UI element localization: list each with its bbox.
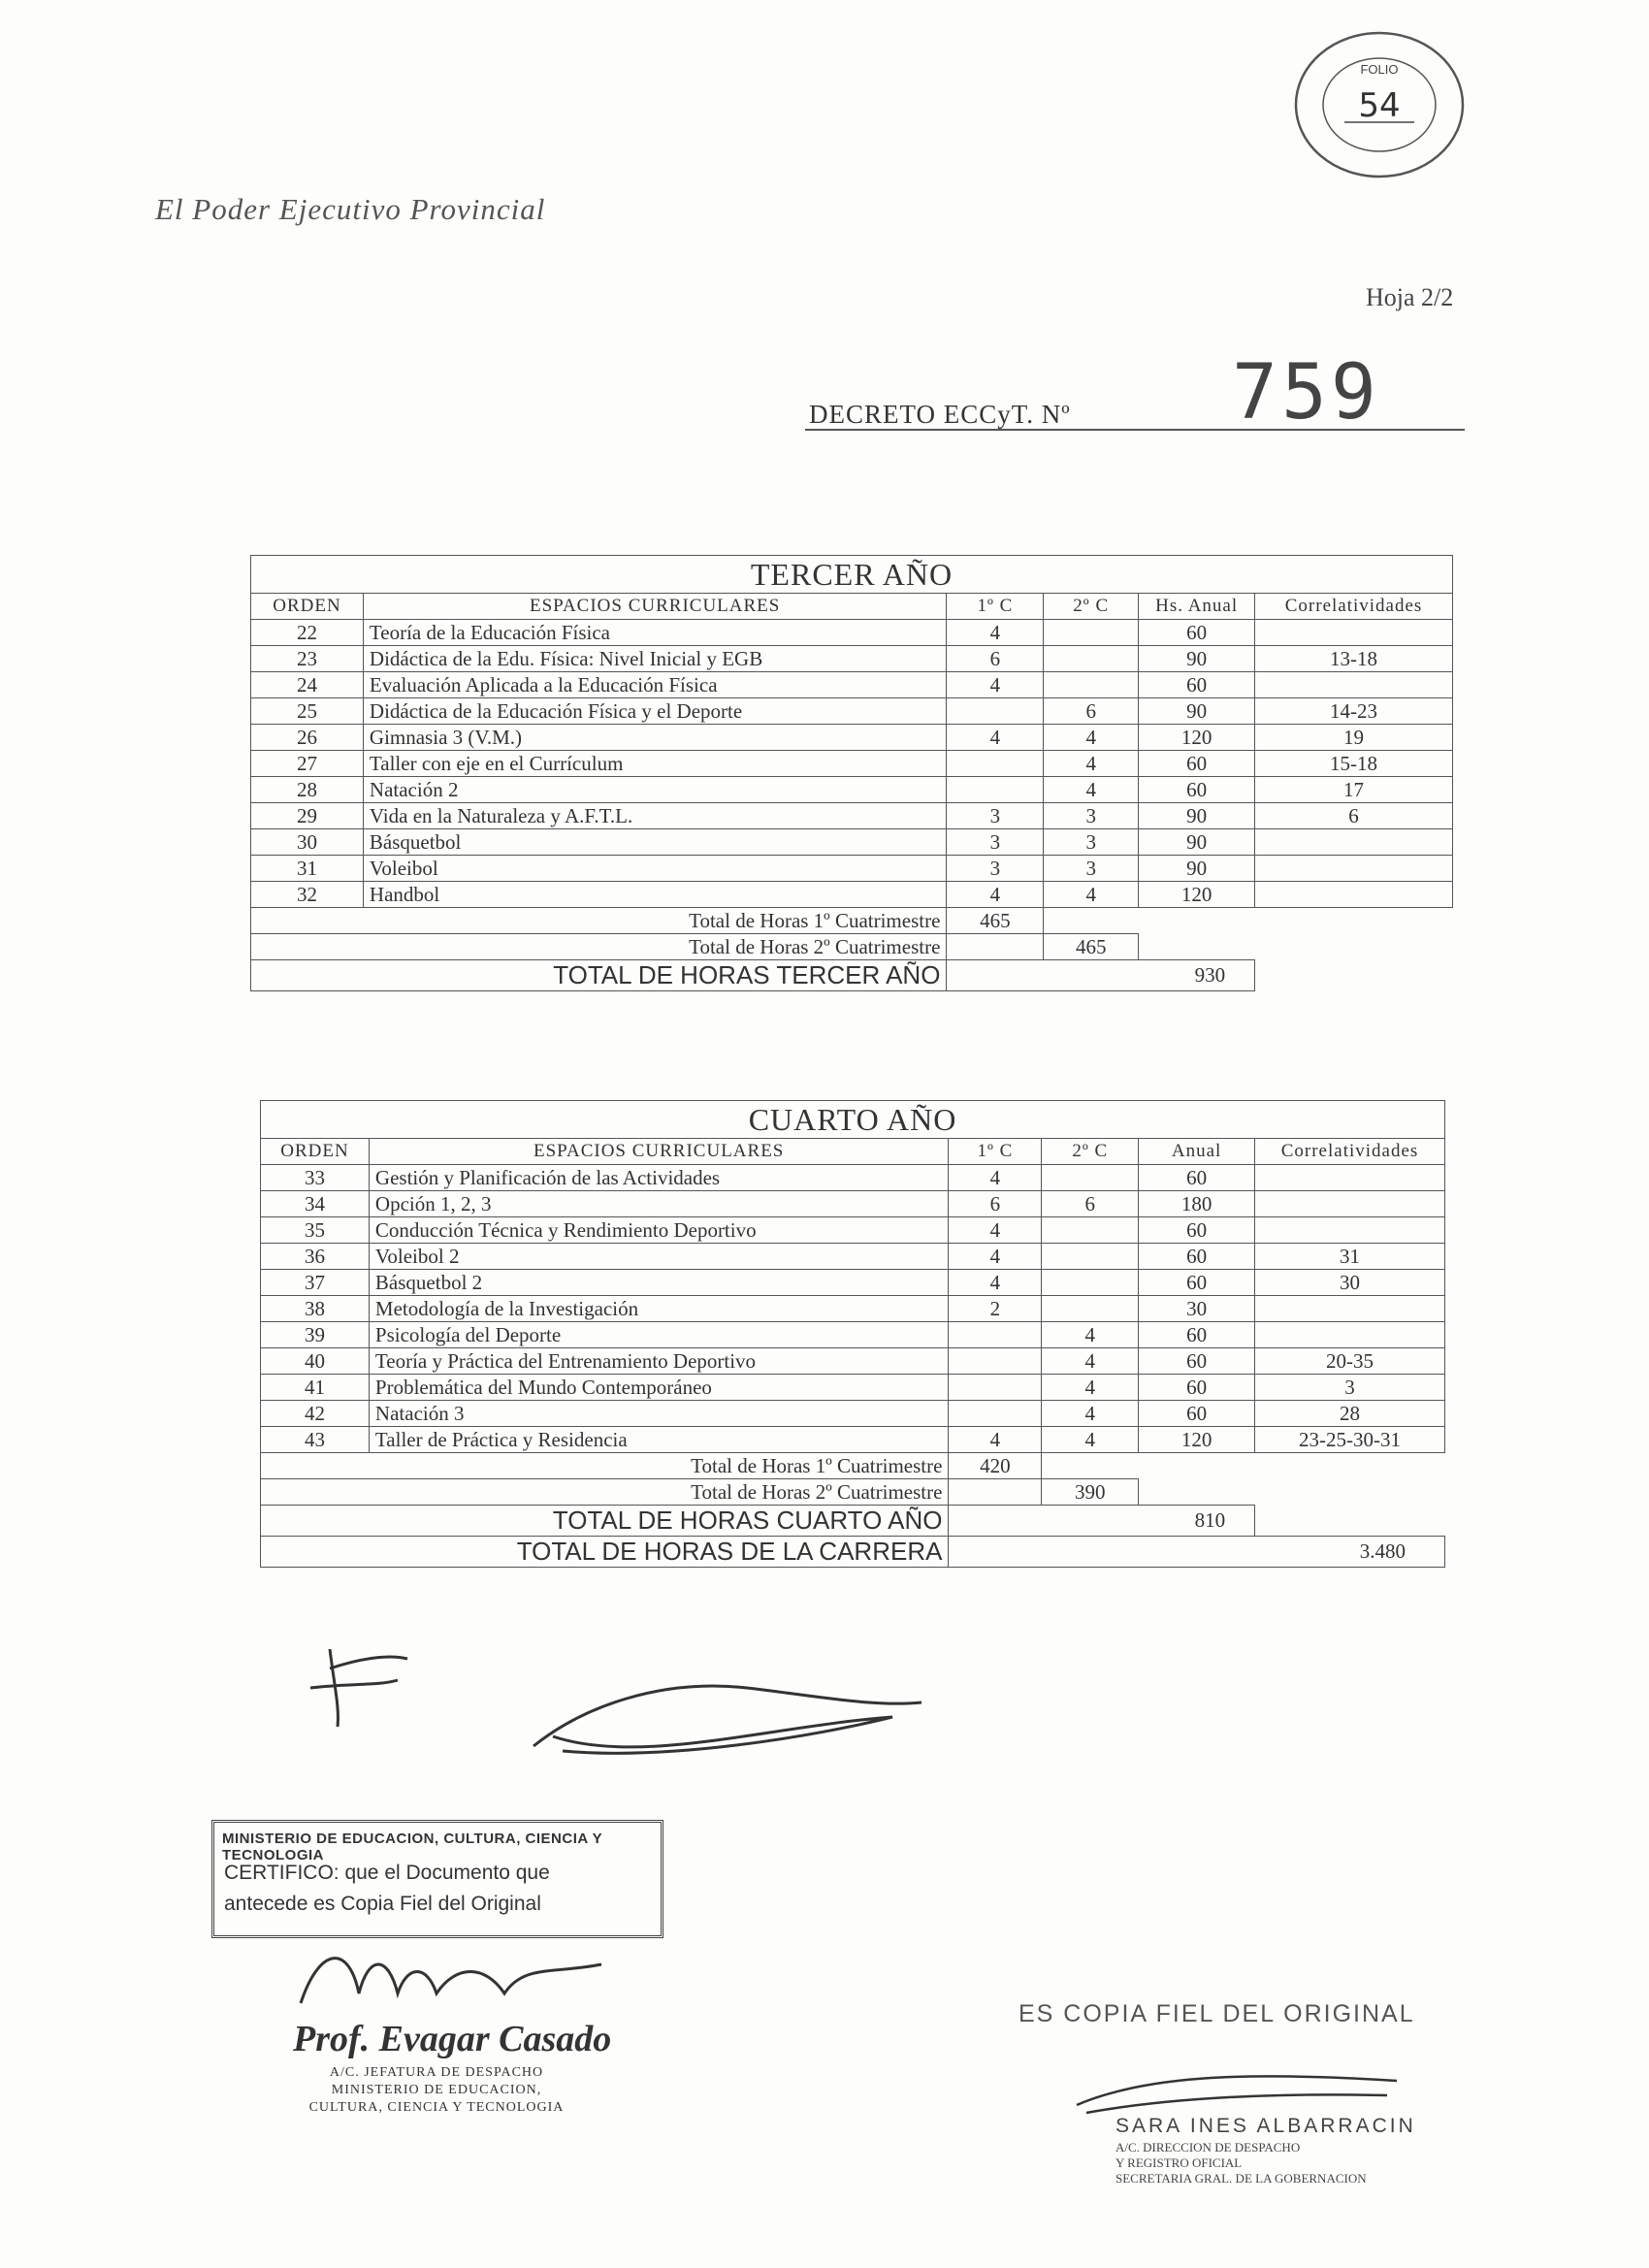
row-order: 25 xyxy=(251,698,364,725)
row-correlatives: 17 xyxy=(1255,777,1453,803)
row-annual-hours: 60 xyxy=(1139,1217,1255,1244)
decree-number: 759 xyxy=(1232,349,1380,437)
table-row xyxy=(251,856,1453,882)
row-order: 39 xyxy=(261,1322,370,1348)
row-second-term-hours: 4 xyxy=(1044,882,1139,908)
row-first-term-hours: 2 xyxy=(949,1296,1042,1322)
row-subject: Teoría y Práctica del Entrenamiento Deportivo xyxy=(369,1348,949,1375)
row-order: 23 xyxy=(251,646,364,672)
row-first-term-hours: 4 xyxy=(949,1165,1042,1191)
row-subject: Handbol xyxy=(363,882,947,908)
seal-number: 54 xyxy=(1358,86,1401,125)
column-header: 2º C xyxy=(1044,594,1139,620)
row-annual-hours: 60 xyxy=(1139,751,1255,777)
row-annual-hours: 90 xyxy=(1139,829,1255,856)
row-subject: Vida en la Naturaleza y A.F.T.L. xyxy=(363,803,947,829)
row-order: 34 xyxy=(261,1191,370,1217)
table-row xyxy=(251,751,1453,777)
row-second-term-hours xyxy=(1042,1296,1139,1322)
column-header: 1º C xyxy=(947,594,1044,620)
row-order: 37 xyxy=(261,1270,370,1296)
table-row xyxy=(261,1244,1445,1270)
row-second-term-hours: 4 xyxy=(1042,1322,1139,1348)
career-total-row: TOTAL DE HORAS DE LA CARRERA 3.480 xyxy=(261,1537,1445,1568)
table-row xyxy=(261,1322,1445,1348)
row-annual-hours: 60 xyxy=(1139,1165,1255,1191)
fourth-year-title: CUARTO AÑO xyxy=(261,1101,1445,1139)
row-order: 35 xyxy=(261,1217,370,1244)
table-row xyxy=(261,1165,1445,1191)
row-subject: Básquetbol 2 xyxy=(369,1270,949,1296)
row-subject: Evaluación Aplicada a la Educación Física xyxy=(363,672,947,698)
row-first-term-hours: 4 xyxy=(949,1270,1042,1296)
row-order: 26 xyxy=(251,725,364,751)
row-subject: Gimnasia 3 (V.M.) xyxy=(363,725,947,751)
row-annual-hours: 120 xyxy=(1139,882,1255,908)
decree-label: DECRETO ECCyT. Nº xyxy=(809,400,1071,429)
row-second-term-hours xyxy=(1044,646,1139,672)
table-row xyxy=(251,777,1453,803)
seal-label: FOLIO xyxy=(1360,62,1399,77)
row-annual-hours: 60 xyxy=(1139,777,1255,803)
row-annual-hours: 90 xyxy=(1139,698,1255,725)
third-year-table xyxy=(250,555,1453,991)
row-order: 22 xyxy=(251,620,364,646)
issuing-authority: El Poder Ejecutivo Provincial xyxy=(155,192,546,226)
row-subject: Didáctica de la Edu. Física: Nivel Inicial y EGB xyxy=(363,646,947,672)
row-first-term-hours: 3 xyxy=(947,829,1044,856)
table-row xyxy=(261,1217,1445,1244)
row-correlatives: 15-18 xyxy=(1255,751,1453,777)
row-annual-hours: 60 xyxy=(1139,1322,1255,1348)
row-second-term-hours: 6 xyxy=(1042,1191,1139,1217)
row-correlatives: 14-23 xyxy=(1255,698,1453,725)
row-correlatives: 13-18 xyxy=(1255,646,1453,672)
decree-underline xyxy=(805,429,1465,431)
row-first-term-hours xyxy=(947,698,1044,725)
row-annual-hours: 60 xyxy=(1139,672,1255,698)
row-second-term-hours: 3 xyxy=(1044,856,1139,882)
left-signer-role: A/C. JEFATURA DE DESPACHO MINISTERIO DE EDUCACION, CULTURA, CIENCIA Y TECNOLOGIA xyxy=(308,2065,565,2115)
row-subject: Problemática del Mundo Contemporáneo xyxy=(369,1375,949,1401)
row-correlatives xyxy=(1255,1165,1445,1191)
row-subject: Conducción Técnica y Rendimiento Deportivo xyxy=(369,1217,949,1244)
row-correlatives: 19 xyxy=(1255,725,1453,751)
table-row xyxy=(251,620,1453,646)
row-first-term-hours xyxy=(949,1375,1042,1401)
row-correlatives xyxy=(1255,856,1453,882)
row-subject: Voleibol 2 xyxy=(369,1244,949,1270)
fourth-year-total-1c-row: Total de Horas 1º Cuatrimestre 420 xyxy=(261,1453,1445,1479)
row-order: 29 xyxy=(251,803,364,829)
third-year-total-1c-row: Total de Horas 1º Cuatrimestre 465 xyxy=(251,908,1453,934)
row-second-term-hours xyxy=(1042,1217,1139,1244)
row-order: 42 xyxy=(261,1401,370,1427)
row-correlatives xyxy=(1255,829,1453,856)
row-annual-hours: 90 xyxy=(1139,646,1255,672)
row-order: 41 xyxy=(261,1375,370,1401)
column-header: ESPACIOS CURRICULARES xyxy=(363,594,947,620)
row-first-term-hours: 4 xyxy=(949,1427,1042,1453)
row-order: 30 xyxy=(251,829,364,856)
table-row xyxy=(261,1427,1445,1453)
row-second-term-hours xyxy=(1044,672,1139,698)
row-subject: Gestión y Planificación de las Actividades xyxy=(369,1165,949,1191)
row-annual-hours: 30 xyxy=(1139,1296,1255,1322)
row-first-term-hours xyxy=(949,1322,1042,1348)
row-second-term-hours: 4 xyxy=(1042,1375,1139,1401)
row-correlatives xyxy=(1255,882,1453,908)
row-first-term-hours: 3 xyxy=(947,803,1044,829)
fourth-year-total-row: TOTAL DE HORAS CUARTO AÑO 810 xyxy=(261,1506,1445,1537)
row-second-term-hours: 4 xyxy=(1044,777,1139,803)
row-second-term-hours: 6 xyxy=(1044,698,1139,725)
column-header: ORDEN xyxy=(261,1139,370,1165)
stamp-line-1: CERTIFICO: que el Documento que xyxy=(224,1862,550,1884)
row-annual-hours: 60 xyxy=(1139,1348,1255,1375)
row-order: 43 xyxy=(261,1427,370,1453)
row-first-term-hours: 4 xyxy=(949,1217,1042,1244)
row-annual-hours: 60 xyxy=(1139,1270,1255,1296)
row-order: 24 xyxy=(251,672,364,698)
row-second-term-hours: 4 xyxy=(1042,1401,1139,1427)
row-correlatives: 23-25-30-31 xyxy=(1255,1427,1445,1453)
row-order: 38 xyxy=(261,1296,370,1322)
row-subject: Metodología de la Investigación xyxy=(369,1296,949,1322)
right-signer-name: SARA INES ALBARRACIN xyxy=(1116,2115,1416,2137)
folio-seal xyxy=(1290,27,1469,182)
stamp-ministry: MINISTERIO DE EDUCACION, CULTURA, CIENCIA Y TECNOLOGIA xyxy=(222,1831,602,1863)
third-year-title: TERCER AÑO xyxy=(251,556,1453,594)
row-subject: Opción 1, 2, 3 xyxy=(369,1191,949,1217)
row-subject: Teoría de la Educación Física xyxy=(363,620,947,646)
row-first-term-hours: 4 xyxy=(947,672,1044,698)
table-row xyxy=(261,1191,1445,1217)
faithful-copy-stamp: ES COPIA FIEL DEL ORIGINAL xyxy=(1018,2000,1415,2027)
row-order: 33 xyxy=(261,1165,370,1191)
row-second-term-hours: 4 xyxy=(1042,1427,1139,1453)
row-annual-hours: 180 xyxy=(1139,1191,1255,1217)
row-first-term-hours: 4 xyxy=(947,620,1044,646)
handwritten-signature xyxy=(524,1669,931,1775)
row-subject: Didáctica de la Educación Física y el Deporte xyxy=(363,698,947,725)
table-row xyxy=(261,1296,1445,1322)
row-order: 36 xyxy=(261,1244,370,1270)
row-first-term-hours: 3 xyxy=(947,856,1044,882)
table-row xyxy=(251,882,1453,908)
row-correlatives: 6 xyxy=(1255,803,1453,829)
row-correlatives: 3 xyxy=(1255,1375,1445,1401)
row-order: 28 xyxy=(251,777,364,803)
column-header: Correlatividades xyxy=(1255,1139,1445,1165)
column-header: Correlatividades xyxy=(1255,594,1453,620)
row-second-term-hours xyxy=(1042,1244,1139,1270)
row-annual-hours: 60 xyxy=(1139,1375,1255,1401)
column-header: 1º C xyxy=(949,1139,1042,1165)
certification-stamp xyxy=(211,1820,663,1938)
row-second-term-hours xyxy=(1044,620,1139,646)
row-correlatives xyxy=(1255,672,1453,698)
table-row xyxy=(251,803,1453,829)
row-first-term-hours: 6 xyxy=(947,646,1044,672)
row-first-term-hours: 4 xyxy=(949,1244,1042,1270)
table-row xyxy=(261,1348,1445,1375)
row-correlatives xyxy=(1255,620,1453,646)
row-order: 40 xyxy=(261,1348,370,1375)
row-first-term-hours xyxy=(949,1348,1042,1375)
row-correlatives xyxy=(1255,1296,1445,1322)
row-annual-hours: 60 xyxy=(1139,620,1255,646)
table-row xyxy=(251,698,1453,725)
column-header: Anual xyxy=(1139,1139,1255,1165)
table-row xyxy=(261,1375,1445,1401)
row-annual-hours: 120 xyxy=(1139,725,1255,751)
table-row xyxy=(261,1270,1445,1296)
row-correlatives xyxy=(1255,1322,1445,1348)
row-second-term-hours: 3 xyxy=(1044,829,1139,856)
row-order: 27 xyxy=(251,751,364,777)
row-second-term-hours: 3 xyxy=(1044,803,1139,829)
third-year-total-row: TOTAL DE HORAS TERCER AÑO 930 xyxy=(251,960,1453,991)
left-signature-scribble xyxy=(291,1935,611,2023)
row-first-term-hours: 4 xyxy=(947,882,1044,908)
table-row xyxy=(261,1401,1445,1427)
left-signer-name: Prof. Evagar Casado xyxy=(293,2019,612,2059)
row-correlatives: 20-35 xyxy=(1255,1348,1445,1375)
sheet-number: Hoja 2/2 xyxy=(1366,283,1454,311)
table-header-row xyxy=(251,594,1453,620)
column-header: Hs. Anual xyxy=(1139,594,1255,620)
handwritten-initials xyxy=(291,1630,504,1736)
column-header: 2º C xyxy=(1042,1139,1139,1165)
right-signer-role: A/C. DIRECCION DE DESPACHO Y REGISTRO OFICIAL SECRETARIA GRAL. DE LA GOBERNACION xyxy=(1116,2140,1367,2186)
row-first-term-hours xyxy=(949,1401,1042,1427)
row-annual-hours: 120 xyxy=(1139,1427,1255,1453)
row-correlatives: 31 xyxy=(1255,1244,1445,1270)
table-row xyxy=(251,725,1453,751)
row-subject: Psicología del Deporte xyxy=(369,1322,949,1348)
row-subject: Natación 3 xyxy=(369,1401,949,1427)
row-subject: Básquetbol xyxy=(363,829,947,856)
row-subject: Taller con eje en el Currículum xyxy=(363,751,947,777)
row-second-term-hours: 4 xyxy=(1044,725,1139,751)
row-order: 31 xyxy=(251,856,364,882)
row-first-term-hours xyxy=(947,751,1044,777)
table-header-row xyxy=(261,1139,1445,1165)
row-correlatives xyxy=(1255,1191,1445,1217)
row-order: 32 xyxy=(251,882,364,908)
row-first-term-hours: 6 xyxy=(949,1191,1042,1217)
row-second-term-hours: 4 xyxy=(1042,1348,1139,1375)
row-subject: Voleibol xyxy=(363,856,947,882)
fourth-year-table xyxy=(260,1100,1445,1568)
row-subject: Taller de Práctica y Residencia xyxy=(369,1427,949,1453)
table-row xyxy=(251,829,1453,856)
row-second-term-hours xyxy=(1042,1270,1139,1296)
row-first-term-hours xyxy=(947,777,1044,803)
fourth-year-total-2c-row: Total de Horas 2º Cuatrimestre 390 xyxy=(261,1479,1445,1506)
stamp-line-2: antecede es Copia Fiel del Original xyxy=(224,1893,541,1915)
row-second-term-hours xyxy=(1042,1165,1139,1191)
row-first-term-hours: 4 xyxy=(947,725,1044,751)
table-row xyxy=(251,672,1453,698)
table-row xyxy=(251,646,1453,672)
row-correlatives: 30 xyxy=(1255,1270,1445,1296)
third-year-total-2c-row: Total de Horas 2º Cuatrimestre 465 xyxy=(251,934,1453,960)
row-annual-hours: 90 xyxy=(1139,856,1255,882)
row-second-term-hours: 4 xyxy=(1044,751,1139,777)
row-annual-hours: 90 xyxy=(1139,803,1255,829)
row-annual-hours: 60 xyxy=(1139,1244,1255,1270)
row-correlatives: 28 xyxy=(1255,1401,1445,1427)
row-annual-hours: 60 xyxy=(1139,1401,1255,1427)
column-header: ESPACIOS CURRICULARES xyxy=(369,1139,949,1165)
row-correlatives xyxy=(1255,1217,1445,1244)
column-header: ORDEN xyxy=(251,594,364,620)
row-subject: Natación 2 xyxy=(363,777,947,803)
